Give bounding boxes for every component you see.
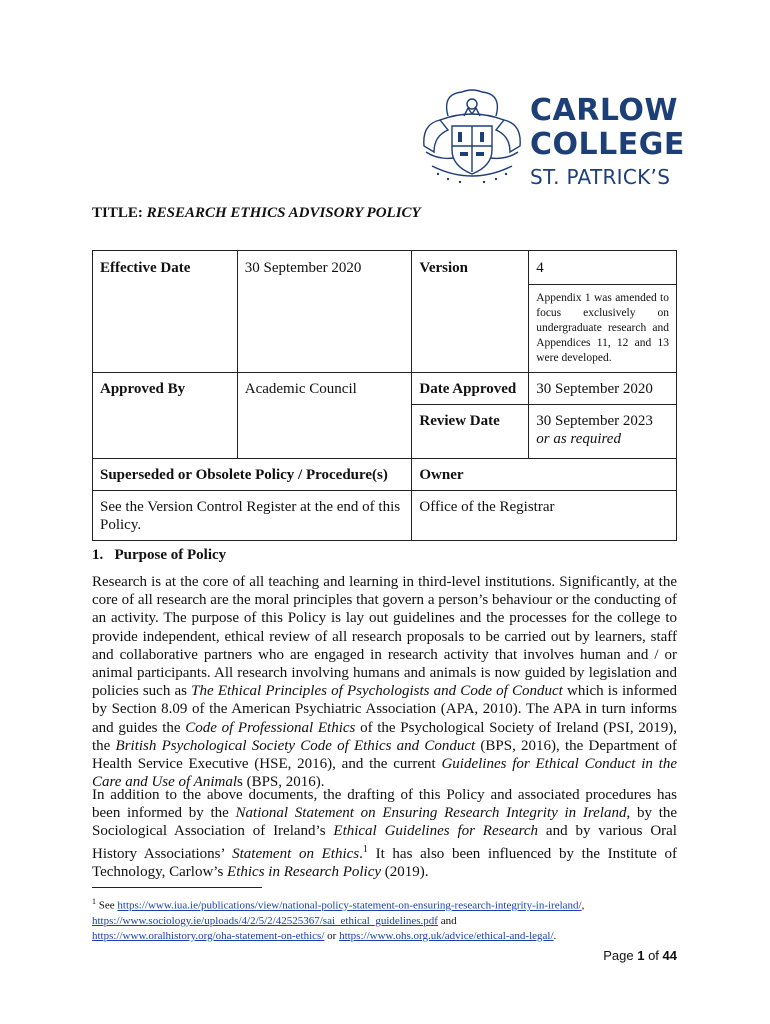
effective-date-label: Effective Date: [93, 251, 238, 373]
review-date-value: 30 September 2023: [536, 413, 653, 429]
section-heading: [92, 547, 226, 564]
reference-title: Ethics in Research Policy: [227, 863, 382, 880]
reference-title: Statement on Ethics: [232, 845, 360, 862]
purpose-paragraph-2: In addition to the above documents, the drafting of this Policy and associated procedures has been informed by the National Statement on Ensuring Research Integrity in Ireland, by the Sociological Association of Ireland’s Ethical Guidelines for Research and by various Oral History Associations’ Statement on Ethics.$^1$ It has also been influenced by the Institute of Technology, Carlow’s Ethics in Research Policy (2019).: [92, 787, 678, 880]
policy-info-table: [92, 250, 677, 541]
footnote-number: 1: [92, 897, 96, 906]
purpose-paragraph-1: Research is at the core of all teaching and learning in third-level institutions. Significantly, at the core of all research are the moral principles that govern a person’s behaviour or the conducting of an activity. The purpose of this Policy is lay out guidelines and the processes for the college to provide independent, ethical review of all research proposals to be carried out by learners, staff and collaborative partners who are engaged in research activity that involves human and / or animal participants. All research involving humans and animals is now guided by legislation and policies such as The Ethical Principles of Psychologists and Code of Conduct which is informed by Section 8.09 of the American Psychiatric Association (APA, 2010). The APA in turn informs and guides the Code of Professional Ethics of the Psychological Society of Ireland (PSI, 2019), the British Psychological Society Code of Ethics and Conduct (BPS, 2016), the Department of Health Service Executive (HSE, 2016), and the current Guidelines for Ethical Conduct in the Care and Use of Animals (BPS, 2016).: [92, 574, 678, 791]
college-logo: [418, 86, 688, 192]
reference-title: Ethical Guidelines for Research: [333, 823, 539, 840]
reference-title: British Psychological Society Code of Ethics and Conduct: [115, 737, 476, 754]
reference-title: National Statement on Ensuring Research Integrity in Ireland: [235, 805, 627, 822]
superseded-label: Superseded or Obsolete Policy / Procedure(s): [93, 459, 412, 491]
section-number: 1.: [92, 547, 104, 563]
footnote-link-ohs[interactable]: https://www.ohs.org.uk/advice/ethical-and-legal/: [339, 929, 554, 942]
footnote: $^1$ See https://www.iua.ie/publications/view/national-policy-statement-on-ensuring-research-integrity-in-ireland/, https://www.sociology.ie/uploads/4/2/5/2/42525367/sai_ethical_guidelines.pdf and https://www.oralhistory.org/oha-statement-on-ethics/ or https://www.ohs.org.uk/advice/ethical-and-legal/.: [92, 897, 585, 942]
wordmark-line-3: ST. PATRICK’S: [530, 165, 671, 189]
reference-title: Code of Professional Ethics: [185, 719, 356, 736]
title-value: RESEARCH ETHICS ADVISORY POLICY: [146, 205, 421, 221]
review-date-label: Review Date: [412, 405, 529, 459]
footnote-link-sociology[interactable]: https://www.sociology.ie/uploads/4/2/5/2/42525367/sai_ethical_guidelines.pdf: [92, 914, 438, 927]
section-title: Purpose of Policy: [114, 547, 227, 563]
owner-label: Owner: [412, 459, 677, 491]
wordmark-line-2: COLLEGE: [530, 127, 685, 162]
date-approved-label: Date Approved: [412, 373, 529, 405]
effective-date-value: 30 September 2020: [237, 251, 412, 373]
owner-value: Office of the Registrar: [412, 491, 677, 541]
superseded-value: See the Version Control Register at the end of this Policy.: [93, 491, 412, 541]
version-note: Appendix 1 was amended to focus exclusively on undergraduate research and Appendices 11, 12 and 13 were developed.: [529, 285, 677, 373]
date-approved-value: 30 September 2020: [529, 373, 677, 405]
page-number: Page 1 of 44: [603, 948, 677, 963]
footnote-link-iua[interactable]: https://www.iua.ie/publications/view/national-policy-statement-on-ensuring-research-integrity-in-ireland/: [117, 899, 582, 912]
review-date-cell: [529, 405, 677, 459]
review-date-note: or as required: [536, 431, 621, 447]
version-label: Version: [412, 251, 529, 373]
table-row: [93, 459, 677, 491]
college-crest-icon: [418, 86, 526, 192]
version-value: 4: [529, 251, 677, 285]
wordmark-line-1: CARLOW: [530, 93, 678, 128]
reference-title: The Ethical Principles of Psychologists and Code of Conduct: [191, 683, 563, 700]
college-wordmark: [530, 94, 685, 190]
footnote-link-oralhistory[interactable]: https://www.oralhistory.org/oha-statement-on-ethics/: [92, 929, 325, 942]
title-label: TITLE:: [92, 205, 143, 221]
footnote-marker[interactable]: 1: [362, 843, 368, 855]
document-title: [92, 205, 421, 222]
footnote-divider: [92, 887, 262, 888]
table-row: [93, 373, 677, 405]
table-row: [93, 251, 677, 285]
approved-by-value: Academic Council: [237, 373, 412, 459]
reference-title: Guidelines for Ethical Conduct in the Care and Use of Animal: [92, 756, 678, 791]
approved-by-label: Approved By: [93, 373, 238, 459]
table-row: [93, 491, 677, 541]
